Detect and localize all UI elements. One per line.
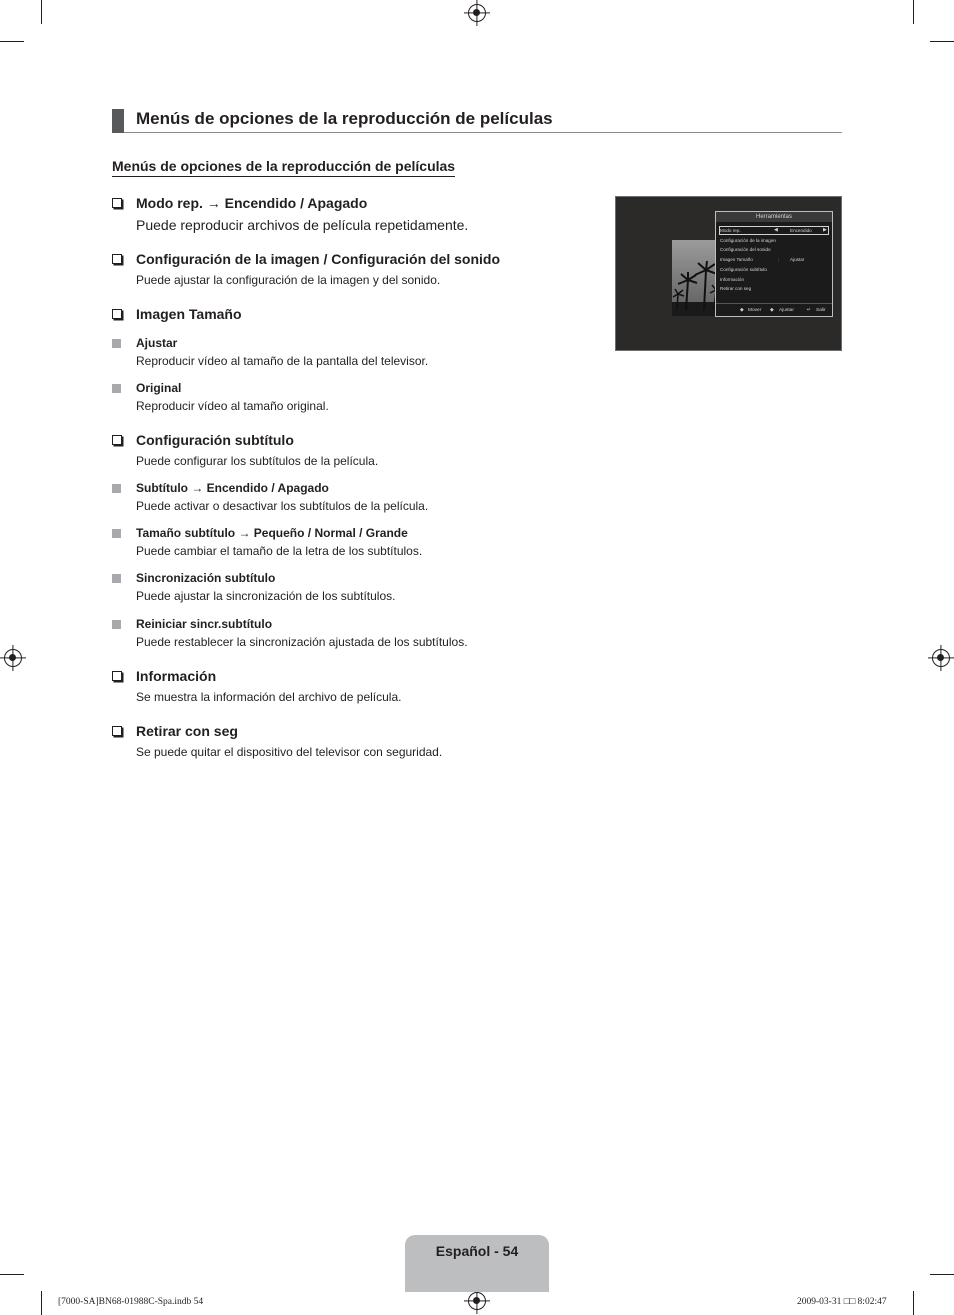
- crop-mark: [41, 1291, 42, 1315]
- page-title: Menús de opciones de la reproducción de películas: [136, 109, 553, 128]
- arrow-right-icon[interactable]: ▶: [823, 227, 827, 233]
- checkbox-bullet-icon: [112, 254, 122, 264]
- menu-item-modo-rep[interactable]: [719, 226, 829, 235]
- checkbox-bullet-icon: [112, 198, 122, 208]
- menu-item-informacion[interactable]: [720, 275, 830, 284]
- page-title-bar: [112, 109, 842, 133]
- item-description: Se puede quitar el dispositivo del televisor con seguridad.: [136, 745, 443, 759]
- tools-menu-title: Herramientas: [716, 212, 832, 222]
- item-heading: Modo rep. → Encendido / Apagado: [136, 195, 368, 211]
- title-marker: [112, 109, 124, 133]
- menu-item-label: Modo rep.: [720, 228, 741, 233]
- menu-item-label: Configuración de la imagen: [720, 238, 776, 243]
- print-slug-left: [7000-SA]BN68-01988C-Spa.indb 54: [58, 1297, 204, 1307]
- crop-mark: [930, 41, 954, 42]
- tools-menu: [715, 211, 833, 317]
- subitem-description: Reproducir vídeo al tamaño original.: [136, 399, 329, 413]
- subitem-heading: Ajustar: [136, 336, 178, 350]
- move-icon: ◆: [740, 308, 744, 313]
- menu-item-configuracion-imagen[interactable]: [720, 236, 830, 245]
- registration-mark-icon: [932, 649, 950, 667]
- subitem-description: Puede cambiar el tamaño de la letra de los subtítulos.: [136, 544, 423, 558]
- subitem-description: Puede ajustar la sincronización de los subtítulos.: [136, 589, 396, 603]
- item-heading: Información: [136, 668, 217, 684]
- tv-screenshot: [615, 196, 842, 351]
- registration-mark-icon: [468, 4, 486, 22]
- square-bullet-icon: [112, 574, 121, 583]
- square-bullet-icon: [112, 384, 121, 393]
- subitem-description: Puede activar o desactivar los subtítulos de la película.: [136, 499, 429, 513]
- menu-item-label: Información: [720, 277, 745, 282]
- menu-item-configuracion-sonido[interactable]: [720, 245, 830, 254]
- page-number-tab: [405, 1235, 549, 1292]
- footer-move-label: Mover: [748, 308, 762, 313]
- registration-mark-icon: [4, 649, 22, 667]
- menu-item-imagen-tamano[interactable]: [720, 255, 830, 264]
- checkbox-bullet-icon: [112, 435, 122, 445]
- section-subheading: Menús de opciones de la reproducción de películas: [112, 158, 455, 177]
- crop-mark: [913, 1291, 914, 1315]
- checkbox-bullet-icon: [112, 309, 122, 319]
- item-heading: Imagen Tamaño: [136, 306, 242, 322]
- menu-item-label: Imagen Tamaño: [720, 257, 753, 262]
- menu-item-value: Ajustar: [790, 257, 805, 262]
- subitem-heading: Subtítulo → Encendido / Apagado: [136, 481, 329, 495]
- crop-mark: [913, 0, 914, 24]
- tools-menu-footer: [716, 303, 832, 316]
- subitem-heading: Original: [136, 381, 182, 395]
- menu-item-label: Configuración del sonido: [720, 247, 771, 252]
- page-number: Español - 54: [435, 1243, 519, 1259]
- palm-tree-photo: [672, 240, 720, 316]
- subitem-description: Reproducir vídeo al tamaño de la pantalla del televisor.: [136, 354, 429, 368]
- exit-icon: ↵: [807, 308, 812, 313]
- menu-item-value: Encendido: [790, 228, 812, 233]
- arrow-left-icon[interactable]: ◀: [774, 227, 778, 233]
- square-bullet-icon: [112, 620, 121, 629]
- subitem-heading: Sincronización subtítulo: [136, 571, 276, 585]
- menu-item-label: Configuración subtítulo: [720, 267, 767, 272]
- crop-mark: [41, 0, 42, 24]
- subitem-description: Puede restablecer la sincronización ajustada de los subtítulos.: [136, 635, 468, 649]
- print-slug-right: 2009-03-31 □□ 8:02:47: [797, 1297, 887, 1307]
- crop-mark: [0, 1274, 24, 1275]
- item-heading: Configuración de la imagen / Configuración del sonido: [136, 251, 501, 267]
- item-description: Puede configurar los subtítulos de la película.: [136, 454, 379, 468]
- item-description: Puede reproducir archivos de película repetidamente.: [136, 217, 469, 233]
- registration-mark-icon: [468, 1292, 486, 1310]
- square-bullet-icon: [112, 484, 121, 493]
- menu-item-configuracion-subtitulo[interactable]: [720, 265, 830, 274]
- crop-mark: [0, 41, 24, 42]
- menu-item-label: Retirar con seg: [720, 286, 752, 291]
- checkbox-bullet-icon: [112, 726, 122, 736]
- item-heading: Retirar con seg: [136, 723, 238, 739]
- subitem-heading: Reiniciar sincr.subtítulo: [136, 617, 273, 631]
- menu-item-retirar-con-seg[interactable]: [720, 284, 830, 293]
- menu-item-colon: :: [778, 257, 780, 262]
- crop-mark: [930, 1274, 954, 1275]
- square-bullet-icon: [112, 529, 121, 538]
- footer-exit-label: Salir: [816, 308, 826, 313]
- item-description: Se muestra la información del archivo de película.: [136, 690, 402, 704]
- footer-adjust-label: Ajustar: [779, 308, 794, 313]
- square-bullet-icon: [112, 339, 121, 348]
- item-description: Puede ajustar la configuración de la imagen y del sonido.: [136, 273, 441, 287]
- subitem-heading: Tamaño subtítulo → Pequeño / Normal / Grande: [136, 526, 408, 540]
- item-heading: Configuración subtítulo: [136, 432, 294, 448]
- palm-tree-icon: [672, 240, 720, 316]
- checkbox-bullet-icon: [112, 671, 122, 681]
- adjust-icon: ◆: [770, 308, 774, 313]
